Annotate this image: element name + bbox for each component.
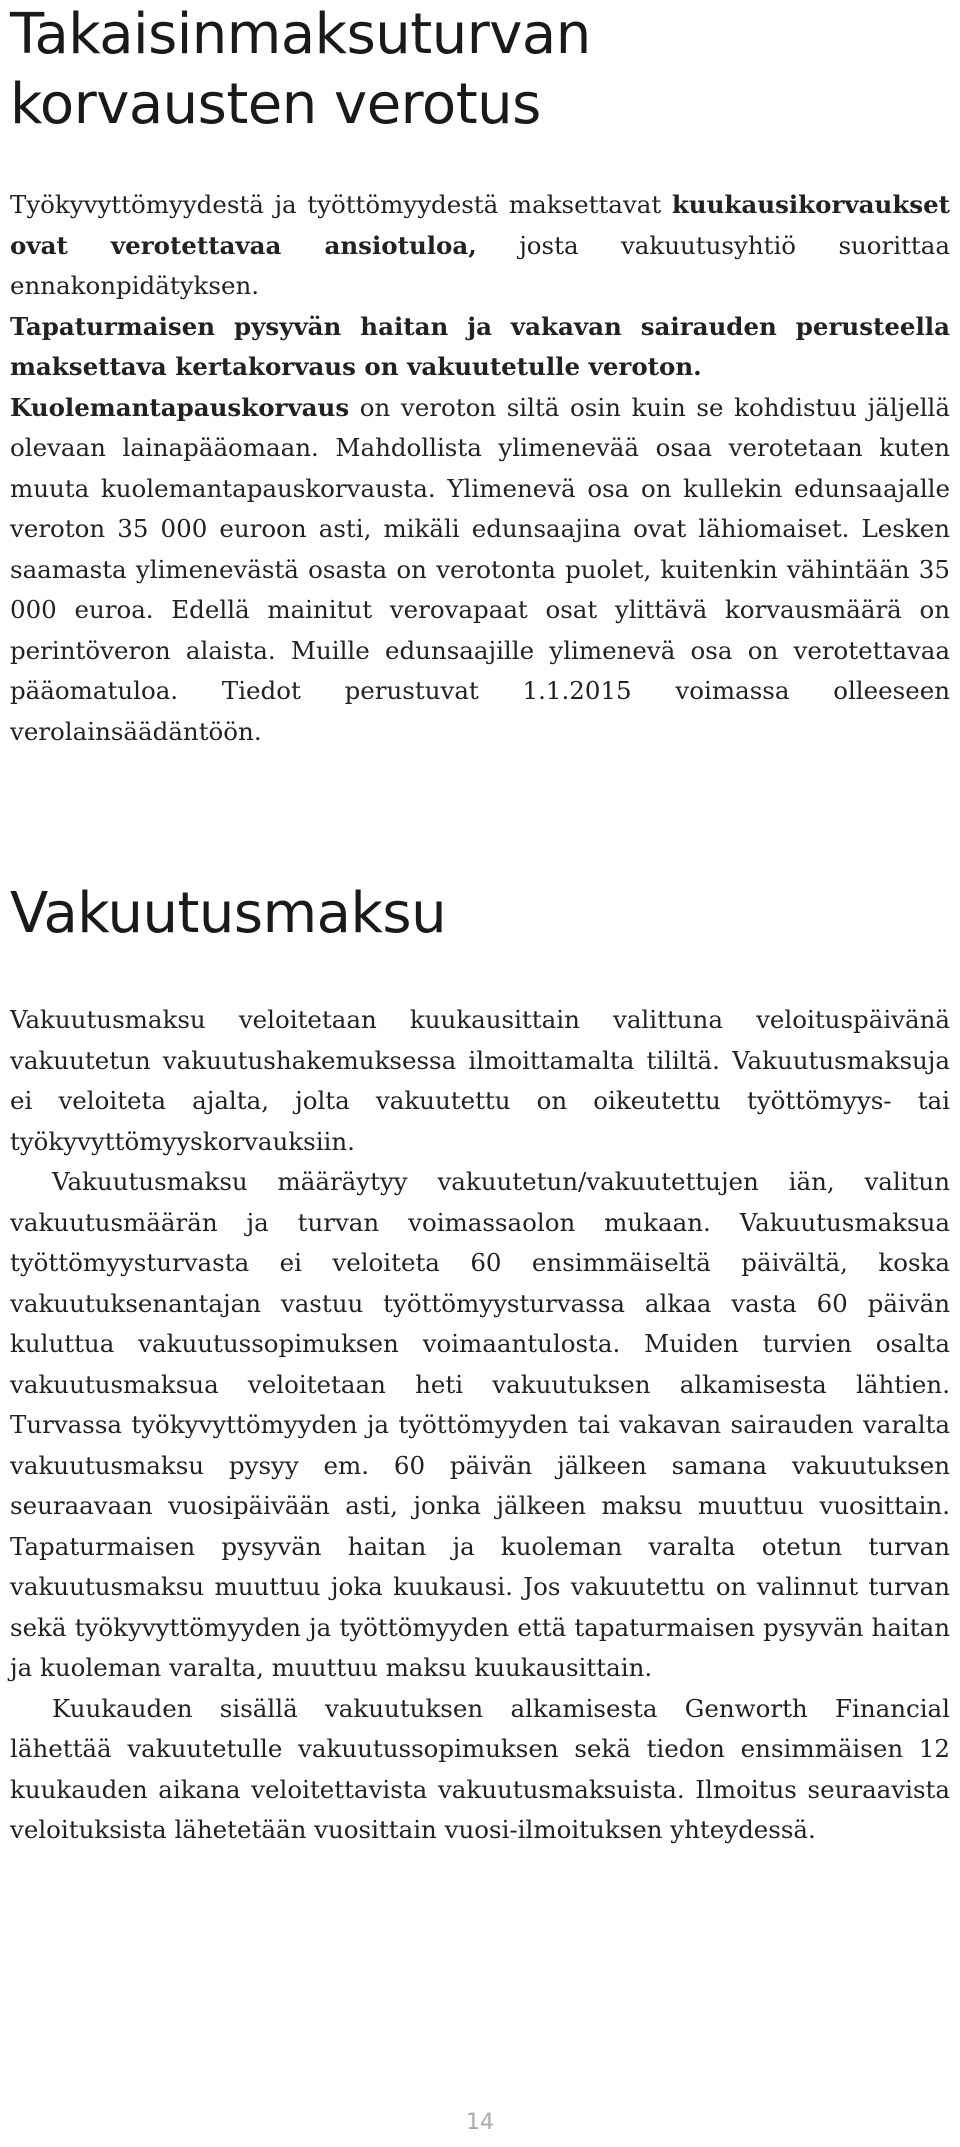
tax-bold-death: Kuolemantapauskorvaus	[10, 392, 350, 422]
premium-paragraph-3: Kuukauden sisällä vakuutuksen alkamisesta Genworth Financial lähettää vakuutetulle vakuutussopimuksen sekä tiedon ensimmäisen 12 kuukauden aikana veloitettavista vakuutusmaksuista. Ilmoitus seuraavista veloituksista lähetetään vuosittain vuosi-ilmoituksen yhteydessä.	[10, 1693, 950, 1844]
tax-bold-monthly: kuukausikorvaukset ovat verotettavaa ansiotuloa,	[10, 190, 950, 260]
page-number: 14	[466, 2110, 494, 2135]
premium-paragraph-1: Vakuutusmaksu veloitetaan kuukausittain valittuna veloituspäivänä vakuutetun vakuutushakemuksessa ilmoittamalta tililtä. Vakuutusmaksuja ei veloiteta ajalta, jolta vakuutettu on oikeutettu työttömyys- tai työkyvyttömyyskorvauksiin.	[10, 1005, 950, 1156]
tax-text-intro: Työkyvyttömyydestä ja työttömyydestä maksettavat	[10, 190, 672, 219]
tax-paragraph-monthly	[10, 185, 950, 307]
premium-paragraph-2: Vakuutusmaksu määräytyy vakuutetun/vakuutettujen iän, valitun vakuutusmäärän ja turvan voimassaolon mukaan. Vakuutusmaksua työttömyysturvasta ei veloiteta 60 ensimmäiseltä päivältä, koska vakuutuksenantajan vastuu työttömyysturvassa alkaa vasta 60 päivän kuluttua vakuutussopimuksen voimaantulosta. Muiden turvien osalta vakuutusmaksua veloitetaan heti vakuutuksen alkamisesta lähtien. Turvassa työkyvyttömyyden ja työttömyyden tai vakavan sairauden varalta vakuutusmaksu pysyy em. 60 päivän jälkeen samana vakuutuksen seuraavaan vuosipäivään asti, jonka jälkeen maksu muuttuu vuosittain. Tapaturmaisen pysyvän haitan ja kuoleman varalta otetun turvan vakuutusmaksu muuttuu joka kuukausi. Jos vakuutettu on valinnut turvan sekä työkyvyttömyyden ja työttömyyden että tapaturmaisen pysyvän haitan ja kuoleman varalta, muuttuu maksu kuukausittain.	[10, 1167, 950, 1682]
section-title-tax: Takaisinmaksuturvan korvausten verotus	[10, 2, 591, 137]
tax-paragraph-death	[10, 388, 950, 753]
tax-bold-lumpsum: Tapaturmaisen pysyvän haitan ja vakavan sairauden perusteella maksettava kertakorvaus on vakuutetulle veroton.	[10, 311, 950, 381]
tax-paragraph-lumpsum	[10, 307, 950, 388]
tax-text-death: on veroton siltä osin kuin se kohdistuu jäljellä olevaan lainapääomaan. Mahdollista ylimenevää osaa verotetaan kuten muuta kuolemantapauskorvausta. Ylimenevä osa on kullekin edunsaajalle veroton 35 000 euroon asti, mikäli edunsaajina ovat lähiomaiset. Lesken saamasta ylimenevästä osasta on verotonta puolet, kuitenkin vähintään 35 000 euroa. Edellä mainitut verovapaat osat ylittävä korvausmäärä on perintöveron alaista. Muille edunsaajille ylimenevä osa on verotettavaa pääomatuloa. Tiedot perustuvat 1.1.2015 voimassa olleeseen verolainsäädäntöön.	[10, 392, 950, 746]
tax-text-withholding: josta vakuutusyhtiö suorittaa ennakonpidätyksen.	[10, 230, 950, 300]
premium-section-body	[10, 1000, 950, 1851]
section-title-premium: Vakuutusmaksu	[10, 881, 447, 946]
tax-section-body	[10, 185, 950, 752]
